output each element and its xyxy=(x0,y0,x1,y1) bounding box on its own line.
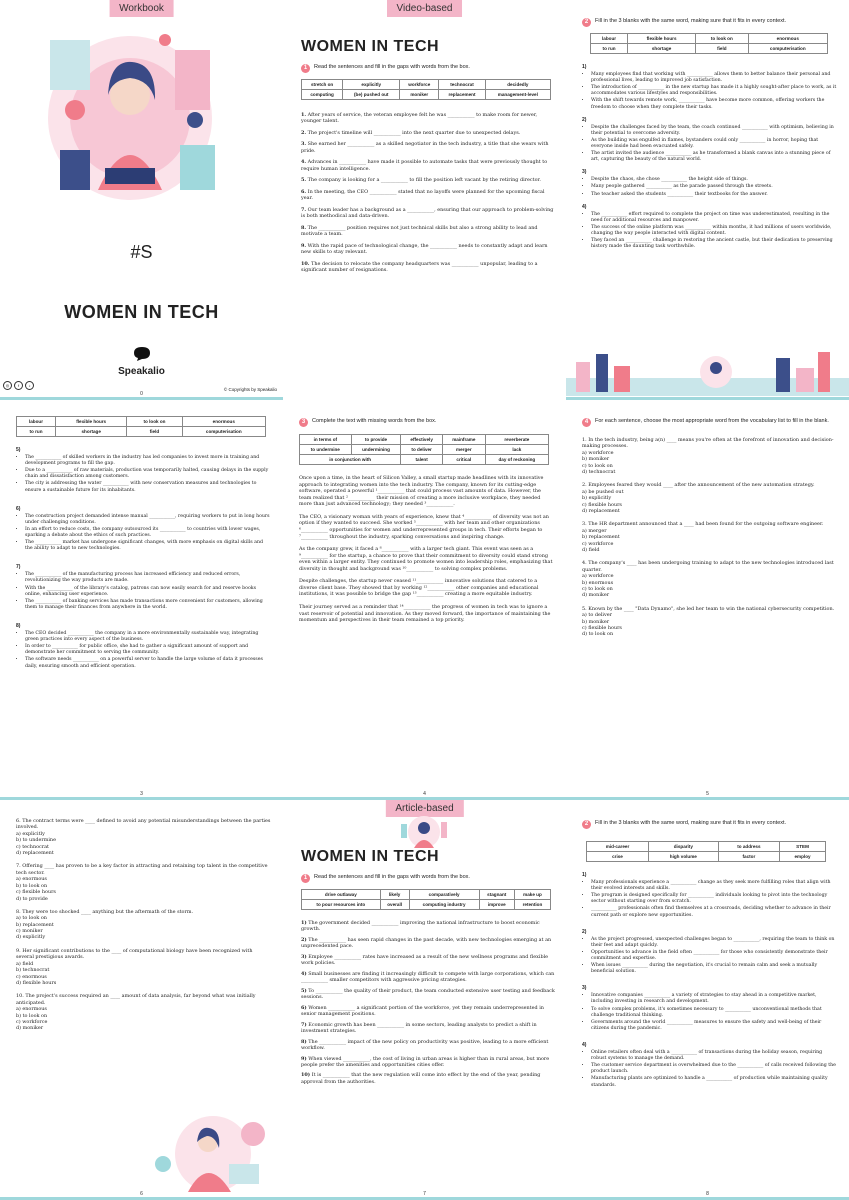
section-number: 4) xyxy=(582,1041,587,1048)
section-number: 1) xyxy=(582,64,587,70)
question-item: 1) The government decided ___________ improving the national infrastructure to boost economic growth. xyxy=(301,920,540,933)
paragraph: Once upon a time, in the heart of Silicon Valley, a small startup made headlines with its innovative approach to integrating women into the tech industry. The company, known for its cutting-edge software, operated a powerful ¹___________ that could process vast amounts of data. However, the team realized that ²___________ their mission of creating a more inclusive workplace, they needed more than just advanced technology; they needed ³___________. xyxy=(299,475,544,508)
word-box xyxy=(299,434,549,465)
sentence: • They faced an ___________ challenge in restoring the ancient castle, but their dedication to preserving history made the daunting task worthwhile. xyxy=(591,238,837,250)
section-tag: Video-based xyxy=(387,0,463,17)
word-box-cell: shortage xyxy=(55,427,126,437)
word-box-cell: to look on xyxy=(127,417,182,427)
instagram-icon[interactable]: ◎ xyxy=(3,381,12,390)
page-number: 5 xyxy=(706,791,709,797)
word-box-cell: factor xyxy=(718,852,779,862)
sentence: • Innovative companies ___________ a variety of strategies to stay ahead in a competitive market, including investing in research and development. xyxy=(591,993,837,1005)
question-item: 10. The decision to relocate the company headquarters was ___________ unpopular, leading to a significant number of resignations. xyxy=(301,260,538,273)
word-box-cell: technocrat xyxy=(439,80,485,90)
sentence: • The construction project demanded intense manual ___________, requiring workers to put in long hours under challenging conditions. xyxy=(25,514,271,526)
question-item: 2. The project's timeline will ___________ into the next quarter due to unexpected delays. xyxy=(301,129,521,136)
sentence: • Due to a ___________ of raw materials, production was temporarily halted, causing delays in the supply chain and dissatisfaction among customers. xyxy=(25,468,271,480)
sentence: • The ___________ of banking services has made transactions more convenient for customers, allowing them to manage their finances from anywhere in the world. xyxy=(25,599,271,611)
question-item: 10) It is ___________ that the new regulation will come into effect by the end of the year, pending approval from the authorities. xyxy=(301,1072,541,1085)
word-box xyxy=(590,33,828,54)
option[interactable]: c) enormous xyxy=(16,973,47,980)
exercise-instruction xyxy=(582,18,837,27)
social-icons xyxy=(3,381,34,390)
word-box-cell: likely xyxy=(380,890,409,900)
word-box-cell: day of reckoning xyxy=(485,455,548,465)
page-number: 0 xyxy=(140,391,143,397)
mcq-item: 3. The HR department announced that a ____ had been found for the outgoing software engineer. a) merger b) replacement c) workforce d) field xyxy=(582,521,837,553)
word-box-cell: field xyxy=(696,44,749,54)
option[interactable]: a) workforce xyxy=(582,449,614,456)
question-item: 9. With the rapid pace of technological change, the ___________ needs to constantly adapt and learn new skills to stay relevant. xyxy=(301,242,548,256)
context-section xyxy=(16,447,271,670)
word-box xyxy=(16,416,266,437)
option[interactable]: c) flexible hours xyxy=(582,625,622,632)
option[interactable]: d) explicitly xyxy=(16,934,46,941)
option[interactable]: c) to look on xyxy=(582,586,613,593)
page-number: 4 xyxy=(423,791,426,797)
question-item: 3) Employee ___________ rates have increased as a result of the new wellness programs and flexible work policies. xyxy=(301,953,549,967)
brand-logo xyxy=(104,346,179,377)
cover-code: #S xyxy=(130,242,153,262)
mcq-item: 1. In the tech industry, being a(n) ____ means you're often at the forefront of innovation and decision-making processes. a) workforce b) moniker c) to look on d) technocrat xyxy=(582,437,837,475)
page-number: 3 xyxy=(140,791,143,797)
sentence: • Manufacturing plants are optimized to handle a ___________ of production while maintaining quality standards. xyxy=(591,1076,837,1088)
word-box-cell: shortage xyxy=(628,44,696,54)
mcq-item: 4. The company's ____ has been undergoing training to adapt to the new technologies introduced last quarter. a) workforce b) enormous c) to look on d) moniker xyxy=(582,560,837,598)
mcq-item: 5. Known by the ____ "Data Dynamo", she led her team to win the national cybersecurity competition. a) to deliver b) moniker c) flexible hours d) to look on xyxy=(582,606,837,638)
word-box-cell: drive outlaway xyxy=(302,890,381,900)
sentence: • In an effort to reduce costs, the company outsourced its ___________ to countries with lower wages, sparking a debate about the ethics of such practices. xyxy=(25,527,271,539)
sentence: • To solve complex problems, it's sometimes necessary to ___________ unconventional methods that challenge traditional thinking. xyxy=(591,1007,837,1019)
section-tag: Workbook xyxy=(109,0,174,17)
section-number: 2) xyxy=(582,928,587,935)
word-box-cell: undermining xyxy=(351,445,401,455)
mcq-list xyxy=(582,437,837,638)
question-list xyxy=(301,920,556,1085)
exercise-instruction xyxy=(582,820,837,829)
question-item: 4. Advances in ___________ have made it possible to automate tasks that were previously thought to require human intelligence. xyxy=(301,159,548,172)
word-box-cell: disparity xyxy=(648,842,718,852)
option[interactable]: b) to undermine xyxy=(16,837,56,844)
option[interactable]: c) workforce xyxy=(16,1018,48,1025)
option[interactable]: a) enormous xyxy=(16,876,47,883)
exercise-number: 4 xyxy=(582,418,591,427)
page-number: 6 xyxy=(140,1191,143,1197)
question-item: 9) When viewed ___________, the cost of living in urban areas is higher than in rural areas, but more people prefer the amenities and opportunities cities offer. xyxy=(301,1055,550,1068)
section-number: 8) xyxy=(16,622,21,629)
section-number: 1) xyxy=(582,872,587,878)
section-number: 6) xyxy=(16,505,21,512)
option[interactable]: b) enormous xyxy=(582,579,614,586)
sentence: • The artist invited the audience ___________ as he transformed a blank canvas into a stunning piece of art, capturing the beauty of the natural world. xyxy=(591,151,837,163)
page-same-word-exercise xyxy=(566,0,849,400)
sentence: • The city is addressing the water ___________ with new conservation measures and technologies to ensure a sustainable future for its inhabitants. xyxy=(25,481,271,493)
instruction-text: Fill in the 3 blanks with the same word, making sure that it fits in every context. xyxy=(595,18,787,24)
option[interactable]: a) enormous xyxy=(16,1006,47,1013)
option[interactable]: d) to look on xyxy=(582,631,614,638)
option[interactable]: b) moniker xyxy=(582,618,610,625)
page-number: 8 xyxy=(706,1191,709,1197)
word-box-cell: merger xyxy=(442,445,485,455)
exercise-instruction xyxy=(301,64,556,73)
word-box-cell: enormous xyxy=(182,417,265,427)
sentence: • The ___________ effort required to complete the project on time was underestimated, resulting in the need for additional resources and manpower. xyxy=(591,212,837,224)
sentence: • ___________ professionals often find themselves at a crossroads, deciding whether to advance in their current path or explore new opportunities. xyxy=(591,906,837,918)
word-box-cell: computing industry xyxy=(409,900,479,910)
option[interactable]: a) merger xyxy=(582,527,607,534)
mcq-list xyxy=(16,818,271,1032)
word-box-cell: field xyxy=(127,427,182,437)
section-number: 2) xyxy=(582,116,587,123)
paragraph: Despite challenges, the startup never ceased ¹¹___________ innovative solutions that catered to a diverse client base. They showed that by working ¹²___________ other companies and educational institutions, it was possible to bridge the gap ¹³___________ creating a more equitable industry. xyxy=(299,578,539,598)
option[interactable]: a) to deliver xyxy=(582,612,612,619)
story-text xyxy=(299,475,554,624)
option[interactable]: c) flexible hours xyxy=(16,889,56,896)
option[interactable]: d) replacement xyxy=(582,508,620,515)
word-box-cell: labour xyxy=(17,417,56,427)
instruction-text: Complete the text with missing words from the box. xyxy=(312,418,437,424)
instruction-text: For each sentence, choose the most appropriate word from the vocabulary list to fill in the blank. xyxy=(595,418,829,424)
page-same-word-exercise-2 xyxy=(566,800,849,1200)
mcq-item: 6. The contract terms were ____ defined to avoid any potential misunderstandings between the parties involved. a) explicitly b) to undermine c) technocrat d) replacement xyxy=(16,818,271,857)
mcq-item: 8. They were too shocked ____ anything but the aftermath of the storm. a) to look on b) replacement c) moniker d) explicitly xyxy=(16,909,271,941)
word-box-cell: critical xyxy=(442,455,485,465)
word-box-cell: effectively xyxy=(401,435,443,445)
cover-illustration xyxy=(0,0,283,400)
mcq-item: 7. Offering ____ has proven to be a key factor in attracting and retaining top talent in the competitive tech sector. a) enormous b) to look on c) flexible hours d) to provide xyxy=(16,863,271,901)
question-item: 7) Economic growth has been ___________ in some sectors, leading analysts to predict a shift in investment strategies. xyxy=(301,1021,537,1035)
word-box-cell: workforce xyxy=(400,80,439,90)
word-box-cell: to run xyxy=(17,427,56,437)
word-box-cell: overall xyxy=(380,900,409,910)
option[interactable]: c) to look on xyxy=(582,462,613,469)
word-box xyxy=(301,79,551,100)
word-box-cell: stretch on xyxy=(302,80,343,90)
question-item: 3. She earned her ___________ as a skilled negotiator in the tech industry, a title that she wears with pride. xyxy=(301,141,549,154)
option[interactable]: b) replacement xyxy=(16,921,54,928)
option[interactable]: c) technocrat xyxy=(16,843,50,850)
copyright: © Copyrights by Speakalio xyxy=(223,387,277,392)
word-box-cell: computerisation xyxy=(182,427,265,437)
word-box-cell: replacement xyxy=(439,90,485,100)
paragraph: As the company grew, it faced a ⁸___________ with a larger tech giant. This event was seen as a ⁹___________ for the startup, a chance to prove that their commitment to diversity could stand strong even within a larger entity. They continued to promote women into leadership roles, emphasizing that diversity in thought and background was ¹⁰___________ to solving complex problems. xyxy=(299,546,553,572)
sentence: • With the ___________ of the library's catalog, patrons can now easily search for and reserve books online, enhancing user experience. xyxy=(25,586,271,598)
question-item: 8) The ___________ impact of the new policy on productivity was positive, leading to a more efficient workflow. xyxy=(301,1038,549,1052)
option[interactable]: b) moniker xyxy=(582,456,610,463)
option[interactable]: a) be pushed out xyxy=(582,488,624,495)
sentence: • In order to ___________ for public office, she had to gather a significant amount of support and demonstrate her commitment to serving the community. xyxy=(25,644,271,656)
sentence: • When issues ___________ during the negotiation, it's crucial to remain calm and seek a mutually beneficial solution. xyxy=(591,963,837,975)
instruction-text: Fill in the 3 blanks with the same word, making sure that it fits in every context. xyxy=(595,820,787,826)
option[interactable]: d) flexible hours xyxy=(16,979,57,986)
sentence: • Opportunities to advance in the field often ___________ for those who consistently demonstrate their commitment and expertise. xyxy=(591,950,837,962)
question-item: 1. After years of service, the veteran employee felt he was ___________ to make room for newer, younger talent. xyxy=(301,112,538,125)
option[interactable]: d) field xyxy=(582,547,600,553)
option[interactable]: b) technocrat xyxy=(16,967,50,974)
word-box-cell: labour xyxy=(591,34,628,44)
option[interactable]: b) explicitly xyxy=(582,495,612,502)
exercise-number: 2 xyxy=(582,18,591,27)
section-number: 4) xyxy=(582,203,587,210)
tiktok-icon[interactable]: ♪ xyxy=(25,381,34,390)
word-box-cell: to look on xyxy=(696,34,749,44)
exercise-number: 1 xyxy=(301,874,310,883)
question-item: 7. Our team leader has a background as a ___________, ensuring that our approach to problem-solving is both methodical and data-driven. xyxy=(301,206,554,220)
option[interactable]: a) to look on xyxy=(16,915,47,922)
word-box-cell: high volume xyxy=(648,852,718,862)
word-box-cell: flexible hours xyxy=(628,34,696,44)
option[interactable]: d) moniker xyxy=(16,1025,44,1032)
instruction-text: Read the sentences and fill in the gaps with words from the box. xyxy=(314,874,470,880)
context-section xyxy=(582,64,837,250)
exercise-instruction xyxy=(299,418,554,427)
section-tag: Article-based xyxy=(385,800,463,817)
word-box-cell: to undermine xyxy=(300,445,352,455)
word-box-cell: improve xyxy=(479,900,514,910)
page-article-exercise xyxy=(283,800,566,1200)
word-box-cell: computing xyxy=(302,90,343,100)
word-box-cell: STEM xyxy=(780,842,826,852)
word-box-cell: to provide xyxy=(351,435,401,445)
word-box-cell: explicitly xyxy=(343,80,400,90)
cityscape-illustration xyxy=(566,348,849,396)
sentence: • The introduction of ___________ in the new startup has made it a highly sought-after place to work, as it accommodates various lifestyles and responsibilities. xyxy=(591,85,837,97)
sentence: • Many people gathered ___________ as the parade passed through the streets. xyxy=(591,184,837,190)
option[interactable]: b) replacement xyxy=(582,534,620,541)
page-text-completion xyxy=(283,400,566,800)
exercise-instruction xyxy=(301,874,556,883)
sentence: • Governments around the world ___________ measures to ensure the safety and well-being of their citizens during the pandemic. xyxy=(591,1020,837,1032)
section-number: 3) xyxy=(582,985,587,992)
paragraph: The CEO, a visionary woman with years of experience, knew that ⁴___________ of diversity was not an option if they wanted to succeed. She worked ⁵___________ with her team and other organizations ⁶___________ opportunities for women and underrepresented groups in tech. Their efforts began to ⁷___________ throughout the industry, sparking conversations and inspiring change. xyxy=(299,513,549,540)
page-title: WOMEN IN TECH xyxy=(301,38,440,55)
woman-illustration xyxy=(133,1104,283,1194)
question-item: 4) Small businesses are finding it increasingly difficult to compete with large corporations, which can ___________ smaller competitors with aggressive pricing strategies. xyxy=(301,970,555,984)
instruction-text: Read the sentences and fill in the gaps with words from the box. xyxy=(314,64,470,70)
question-list xyxy=(301,112,556,273)
header-illustration xyxy=(399,814,449,850)
question-item: 6) Women ___________ a significant portion of the workforce, yet they remain underrepresented in senior management positions. xyxy=(301,1004,544,1018)
word-box-cell: employ xyxy=(780,852,826,862)
word-box-cell: retention xyxy=(514,900,550,910)
word-box-cell: in conjunction with xyxy=(300,455,401,465)
option[interactable]: c) moniker xyxy=(16,928,43,935)
word-box-cell: talent xyxy=(401,455,443,465)
page-multiple-choice xyxy=(566,400,849,800)
word-box-cell: lack xyxy=(485,445,548,455)
option[interactable]: d) to provide xyxy=(16,895,48,902)
option[interactable]: b) to look on xyxy=(16,1012,48,1019)
paragraph: Their journey served as a reminder that ¹⁴___________ the progress of women in tech was to ignore a vast reservoir of potential and innovation. As they moved forward, the importance of maintaining the momentum and perspectives in their team remained a top priority. xyxy=(299,604,551,624)
option[interactable]: c) workforce xyxy=(582,540,614,547)
sentence: • Many employees find that working with ___________ allows them to better balance their personal and professional lives, leading to improved job satisfaction. xyxy=(591,72,837,84)
option[interactable]: c) flexible hours xyxy=(582,501,622,508)
exercise-number: 2 xyxy=(582,820,591,829)
facebook-icon[interactable]: f xyxy=(14,381,23,390)
word-box-cell: enormous xyxy=(748,34,827,44)
sentence: • Despite the chaos, she chose ___________ the height side of things. xyxy=(591,177,837,183)
sentence: • The CEO decided ___________ the company in a more environmentally sustainable way, integrating green practices into every aspect of the business. xyxy=(25,631,271,643)
sentence: • Online retailers often deal with a ___________ of transactions during the holiday season, requiring robust systems to manage the demand. xyxy=(591,1050,837,1062)
word-box-cell: reverberate xyxy=(485,435,548,445)
exercise-number: 1 xyxy=(301,64,310,73)
page-same-word-continued xyxy=(0,400,283,800)
sentence: • As the building was engulfed in flames, bystanders could only ___________ in horror, hoping that everyone inside had been evacuated safely. xyxy=(591,138,837,150)
word-box-cell: computerisation xyxy=(748,44,827,54)
option[interactable]: a) field xyxy=(16,960,34,967)
cover-title: WOMEN IN TECH xyxy=(64,302,219,322)
sentence: • The ___________ of skilled workers in the industry has led companies to invest more in training and development programs to fill the gap. xyxy=(25,455,271,467)
mcq-item: 9. Her significant contributions to the ____ of computational biology have been recognized with several prestigious awards. a) field b) technocrat c) enormous d) flexible hours xyxy=(16,948,271,986)
word-box-cell: make up xyxy=(514,890,550,900)
word-box-cell: (be) pushed out xyxy=(343,90,400,100)
word-box-cell: moniker xyxy=(400,90,439,100)
word-box xyxy=(301,889,551,910)
sentence: • Despite the challenges faced by the team, the coach continued ___________ with optimism, believing in their potential to overcome adversity. xyxy=(591,125,837,137)
word-box-cell: management-level xyxy=(485,90,550,100)
page-video-exercise xyxy=(283,0,566,400)
section-number: 5) xyxy=(16,447,21,453)
option[interactable]: b) to look on xyxy=(16,882,48,889)
question-item: 5) To ___________ the quality of their product, the team conducted extensive user testing and feedback sessions. xyxy=(301,987,555,1001)
word-box-cell: stagnant xyxy=(479,890,514,900)
word-box-cell: decidedly xyxy=(485,80,550,90)
option[interactable]: d) replacement xyxy=(16,850,54,857)
page-title: WOMEN IN TECH xyxy=(301,848,440,865)
question-item: 6. In the meeting, the CEO ___________ stated that no layoffs were planned for the upcoming fiscal year. xyxy=(301,188,545,202)
sentence: • The teacher asked the students ___________ their textbooks for the answer. xyxy=(591,192,837,198)
option[interactable]: a) explicitly xyxy=(16,830,45,837)
exercise-number: 3 xyxy=(299,418,308,427)
word-box-cell: mainframe xyxy=(442,435,485,445)
section-number: 3) xyxy=(582,169,587,176)
speech-bubble-icon xyxy=(132,346,152,362)
word-box-cell: mid-career xyxy=(587,842,649,852)
option[interactable]: a) workforce xyxy=(582,573,614,580)
word-box-cell: crise xyxy=(587,852,649,862)
word-box-cell: in terms of xyxy=(300,435,352,445)
exercise-instruction xyxy=(582,418,837,427)
word-box xyxy=(586,841,826,862)
question-item: 2) The ___________ has seen rapid changes in the past decade, with new technologies emerging at an unprecedented pace. xyxy=(301,936,552,950)
sentence: • The software needs ___________ on a powerful server to handle the large volume of data it processes daily, ensuring smooth and efficient operation. xyxy=(25,657,271,669)
sentence: • The success of the online platform was ___________ within months, it had millions of users worldwide, changing the way people interacted with digital content. xyxy=(591,225,837,237)
word-box-cell: to run xyxy=(591,44,628,54)
mcq-item: 2. Employees feared they would ____ after the announcement of the new automation strategy. a) be pushed out b) explicitly c) flexible hours d) replacement xyxy=(582,482,837,514)
context-section xyxy=(582,872,837,1089)
word-box-cell: comparatively xyxy=(409,890,479,900)
sentence: • With the shift towards remote work, ___________ have become more common, offering workers the freedom to choose when they complete their tasks. xyxy=(591,98,837,110)
page-cover xyxy=(0,0,283,400)
sentence: • The ___________ market has undergone significant changes, with more emphasis on digital skills and the ability to adapt to new technologies. xyxy=(25,540,271,552)
option[interactable]: d) moniker xyxy=(582,592,610,599)
word-box-cell: to address xyxy=(718,842,779,852)
sentence: • Many professionals experience a ___________ change as they seek more fulfilling roles that align with their evolved interests and skills. xyxy=(591,880,837,892)
sentence: • The customer service department is overwhelmed due to the ___________ of calls received following the product launch. xyxy=(591,1063,837,1075)
word-box-cell: flexible hours xyxy=(55,417,126,427)
page-number: 7 xyxy=(423,1191,426,1197)
brand-name: Speakalio xyxy=(118,366,165,377)
word-box-cell: to deliver xyxy=(401,445,443,455)
question-item: 8. The ___________ position requires not just technical skills but also a strong ability to lead and motivate a team. xyxy=(301,224,538,238)
mcq-item: 10. The project's success required an ____ amount of data analysis, far beyond what was initially anticipated. a) enormous b) to look on c) workforce d) moniker xyxy=(16,993,256,1032)
page-multiple-choice-continued xyxy=(0,800,283,1200)
sentence: • The program is designed specifically for ___________ individuals looking to pivot into the technology sector without starting over from scratch. xyxy=(591,893,837,905)
option[interactable]: d) technocrat xyxy=(582,469,616,476)
sentence: • As the project progressed, unexpected challenges began to ___________, requiring the team to think on their feet and adapt quickly. xyxy=(591,937,837,949)
section-number: 7) xyxy=(16,564,21,571)
question-item: 5. The company is looking for a ___________ to fill the position left vacant by the retiring director. xyxy=(301,177,541,184)
word-box-cell: to pour resources into xyxy=(302,900,381,910)
sentence: • The ___________ of the manufacturing process has increased efficiency and reduced errors, revolutionizing the way products are made. xyxy=(25,572,271,584)
